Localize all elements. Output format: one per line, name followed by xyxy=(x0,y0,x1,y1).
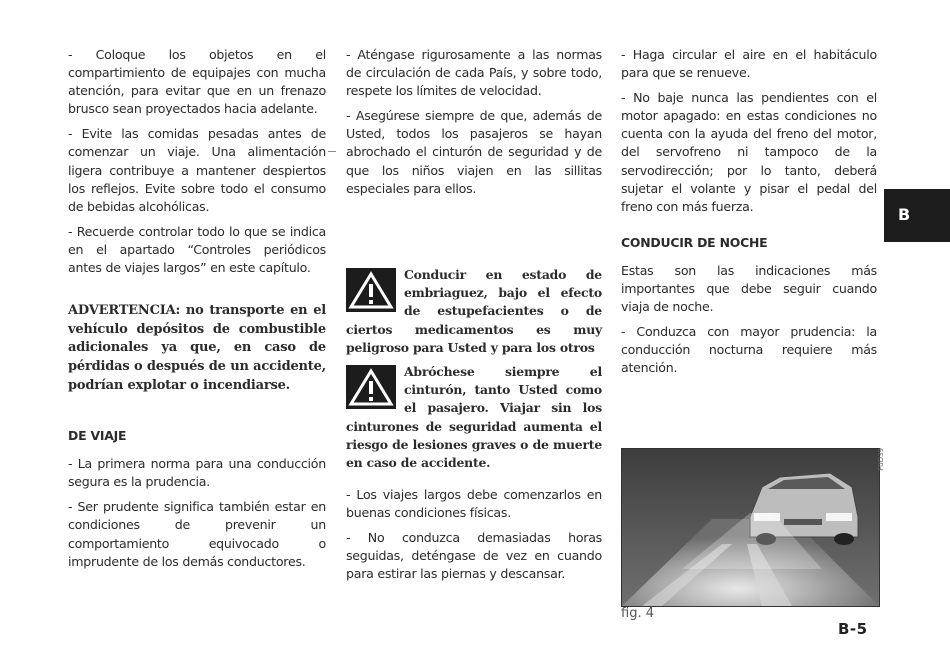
margin-dash xyxy=(328,151,336,152)
warning-text-drugs: Conducir en estado de embriaguez, bajo el efecto de estupefacientes o de ciertos medicamentos es muy peligroso para Usted y para los otros xyxy=(346,267,602,355)
paragraph-prudent: - Ser prudente significa también estar en condiciones de prevenir un comportamiento equivocado o imprudente de los demás conductores. xyxy=(68,499,326,569)
page-number: B-5 xyxy=(838,620,868,638)
heading-conducir-de-noche: CONDUCIR DE NOCHE xyxy=(621,234,768,250)
figure-code: F0D39 xyxy=(877,448,885,471)
paragraph-controls: - Recuerde controlar todo lo que se indica en el apartado “Controles periódicos antes de viajes largos” en este capítulo. xyxy=(68,223,326,276)
column-middle xyxy=(346,46,602,205)
paragraph-prudence: - La primera norma para una conducción segura es la prudencia. xyxy=(68,456,326,490)
column-right xyxy=(621,46,877,385)
figure-caption: fig. 4 xyxy=(621,606,654,621)
night-driving-figure xyxy=(621,448,880,607)
paragraph-air: - Haga circular el aire en el habitáculo para que se renueve. xyxy=(621,47,877,81)
paragraph-night-intro: Estas son las indicaciones más importantes que debe seguir cuando viaja de noche. xyxy=(621,262,877,315)
paragraph-downhill: - No baje nunca las pendientes con el motor apagado: en estas condiciones no cuenta con la ayuda del freno del motor, del servofreno ni tampoco de la servodirección; por lo tanto, deberá sujetar el volante y pisar el pedal del freno con más fuerza. xyxy=(621,90,877,214)
column-middle-bottom xyxy=(346,486,602,590)
column-left xyxy=(68,46,326,578)
paragraph-night-caution: - Conduzca con mayor prudencia: la conducción nocturna requiere más atención. xyxy=(621,324,877,376)
warning-box-drugs xyxy=(346,266,602,357)
section-tab-letter: B xyxy=(898,205,911,224)
paragraph-seatbelts: - Asegúrese siempre de que, además de Usted, todos los pasajeros se hayan abrochado el cinturón de seguridad y de que los niños viajen en las sillitas especiales para ellos. xyxy=(346,108,602,196)
paragraph-traffic-rules: - Aténgase rigurosamente a las normas de circulación de cada País, y sobre todo, respete los límites de velocidad. xyxy=(346,47,602,99)
paragraph-rest: - No conduzca demasiadas horas seguidas, deténgase de vez en cuando para estirar las piernas y descansar. xyxy=(346,530,602,582)
advertencia-text: ADVERTENCIA: no transporte en el vehículo depósitos de combustible adicionales ya que, en caso de pérdidas o después de un accidente, podrían explotar o incendiarse. xyxy=(68,303,326,393)
warning-text-seatbelt: Abróchese siempre el cinturón, tanto Usted como el pasajero. Viajar sin los cinturones de seguridad aumenta el riesgo de lesiones graves o de muerte en caso de accidente. xyxy=(346,364,602,471)
paragraph-meals: - Evite las comidas pesadas antes de comenzar un viaje. Una alimentación ligera contribuye a mantener despiertos los reflejos. Evite sobre todo el consumo de bebidas alcohólicas. xyxy=(68,126,326,214)
night-car-illustration xyxy=(622,449,879,606)
warning-triangle-icon xyxy=(346,365,396,409)
paragraph-luggage: - Coloque los objetos en el compartimiento de equipajes con mucha atención, para evitar que en un frenazo brusco sean proyectados hacia adelante. xyxy=(68,47,326,117)
warning-box-seatbelt xyxy=(346,363,602,472)
section-tab xyxy=(884,189,950,242)
warning-triangle-icon xyxy=(346,268,396,312)
paragraph-long-trips: - Los viajes largos debe comenzarlos en buenas condiciones físicas. xyxy=(346,487,602,521)
heading-de-viaje: DE VIAJE xyxy=(68,428,127,444)
